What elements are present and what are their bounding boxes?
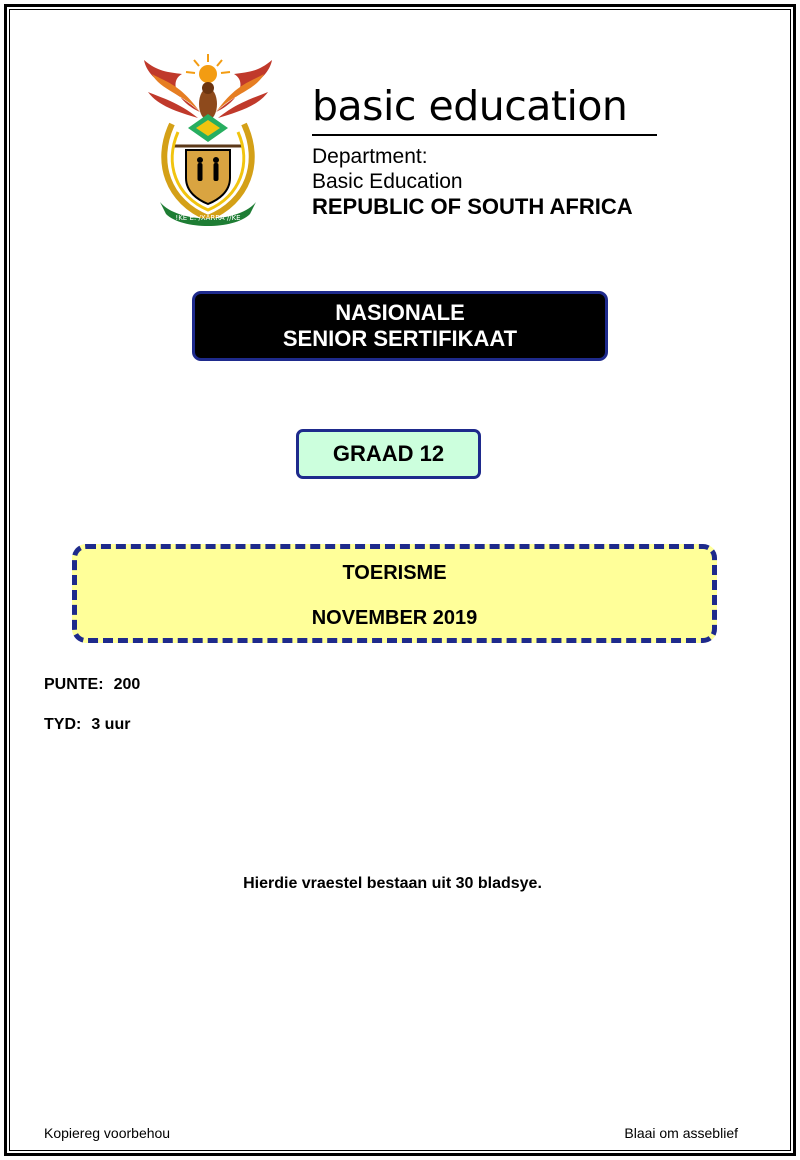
subject-name: TOERISME: [342, 562, 447, 584]
country-name: REPUBLIC OF SOUTH AFRICA: [312, 194, 633, 219]
exam-session: NOVEMBER 2019: [311, 607, 478, 629]
time-label: TYD:: [44, 716, 82, 733]
certificate-line-2: SENIOR SERTIFIKAAT: [282, 326, 518, 351]
footer-copyright: Kopiereg voorbehou: [44, 1125, 171, 1141]
department-brand: [312, 80, 662, 219]
emblem-motto: !KE E: /XARRA //KE: [175, 214, 241, 222]
grade-badge: GRAAD 12: [296, 429, 481, 479]
footer-turn-page: Blaai om asseblief: [624, 1125, 738, 1141]
brand-title: basic education: [312, 80, 657, 136]
marks-label: PUNTE:: [44, 676, 104, 693]
time-value: 3 uur: [91, 716, 131, 733]
time-line: [44, 715, 130, 735]
department-label: Department:: [312, 145, 428, 168]
coat-of-arms-icon: [138, 52, 278, 228]
subject-panel: [72, 544, 717, 643]
certificate-banner: [192, 291, 608, 361]
page-count-note: Hierdie vraestel bestaan uit 30 bladsye.: [243, 875, 542, 892]
certificate-line-1: NASIONALE: [335, 300, 465, 325]
marks-value: 200: [113, 676, 141, 693]
marks-line: [44, 675, 140, 695]
department-name: Basic Education: [312, 170, 463, 193]
